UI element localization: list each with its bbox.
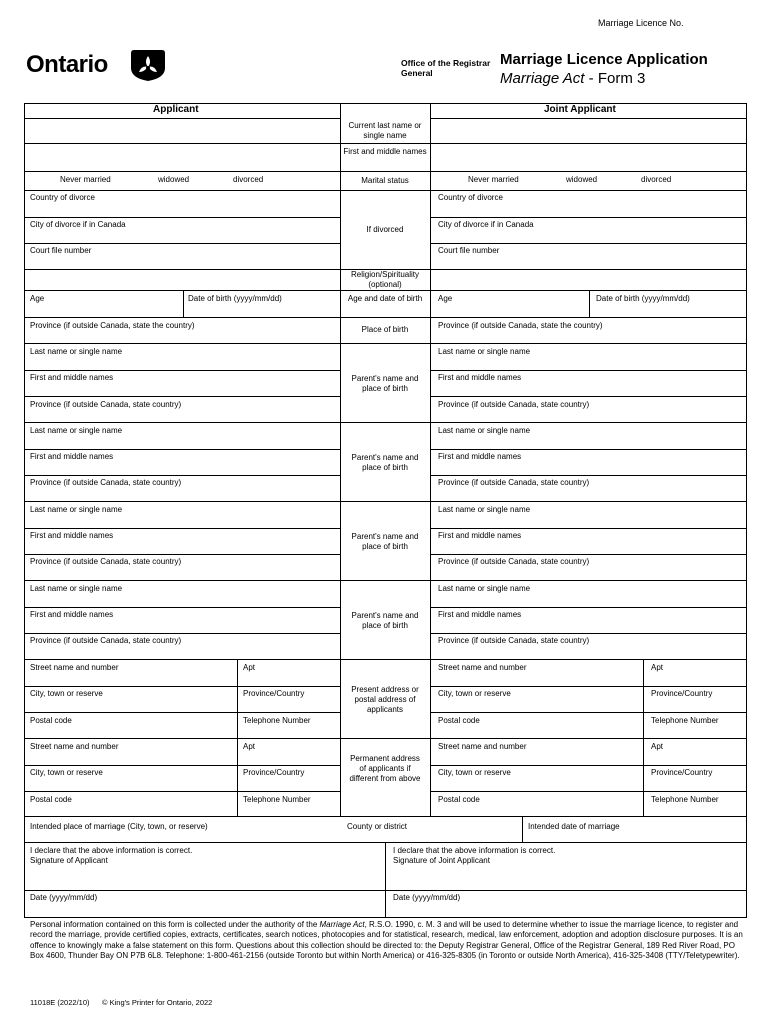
first-middle-names-label: First and middle names	[343, 147, 427, 156]
applicant-court-file[interactable]: Court file number	[30, 246, 92, 255]
joint-p4-first[interactable]: First and middle names	[438, 610, 522, 619]
joint-declaration: I declare that the above information is correct.	[393, 846, 556, 855]
joint-never-married[interactable]: Never married	[468, 175, 519, 184]
applicant-perm-city[interactable]: City, town or reserve	[30, 768, 103, 777]
applicant-dob[interactable]: Date of birth (yyyy/mm/dd)	[188, 294, 282, 303]
licence-number-label: Marriage Licence No.	[598, 18, 684, 28]
applicant-telephone[interactable]: Telephone Number	[243, 716, 311, 725]
applicant-p2-last[interactable]: Last name or single name	[30, 426, 123, 435]
joint-p3-province[interactable]: Province (if outside Canada, state country)	[438, 557, 590, 566]
joint-postal[interactable]: Postal code	[438, 716, 480, 725]
joint-perm-postal[interactable]: Postal code	[438, 795, 480, 804]
joint-perm-telephone[interactable]: Telephone Number	[651, 795, 719, 804]
joint-p1-first[interactable]: First and middle names	[438, 373, 522, 382]
applicant-p1-last[interactable]: Last name or single name	[30, 347, 123, 356]
joint-court-file[interactable]: Court file number	[438, 246, 500, 255]
applicant-street[interactable]: Street name and number	[30, 663, 119, 672]
joint-city-divorce[interactable]: City of divorce if in Canada	[438, 220, 534, 229]
joint-street[interactable]: Street name and number	[438, 663, 527, 672]
privacy-notice	[30, 920, 745, 961]
joint-perm-city[interactable]: City, town or reserve	[438, 768, 511, 777]
joint-signature-field[interactable]: Signature of Joint Applicant	[393, 856, 490, 865]
applicant-p4-last[interactable]: Last name or single name	[30, 584, 123, 593]
present-address-label: Present address or postal address of applicants	[351, 685, 419, 714]
act-name: Marriage Act	[500, 70, 585, 87]
applicant-p3-first[interactable]: First and middle names	[30, 531, 114, 540]
notice-part-2: , R.S.O. 1990, c. M. 3 and will be used to determine whether to issue the marriage licence, to register and record the marriage, provide certified copies, extracts, certificates, search notices, photocopies and for statistical, research, medical, law enforcement, adoption and adoption disclosure purposes. It is an offence to knowingly make a false statement on this form. Questions about this collection should be directed to: the Deputy Registrar General, Office of the Registrar General, 189 Red River Road, PO Box 4600, Thunder Bay ON P7B 6L8. Telephone: 1-800-461-2156 (outside Toronto but within North America) or 416-325-8305 (in Toronto or outside North America), 416-325-3408 (TTY/Teletypewriter).	[30, 920, 743, 960]
parent-2-label: Parent's name and place of birth	[351, 453, 419, 472]
applicant-header: Applicant	[153, 104, 199, 115]
office-name: Office of the Registrar General	[401, 58, 491, 78]
joint-p2-first[interactable]: First and middle names	[438, 452, 522, 461]
logo-text: Ontario	[26, 51, 108, 78]
form-title: Marriage Licence Application	[500, 51, 708, 68]
applicant-postal[interactable]: Postal code	[30, 716, 72, 725]
applicant-perm-telephone[interactable]: Telephone Number	[243, 795, 311, 804]
joint-dob[interactable]: Date of birth (yyyy/mm/dd)	[596, 294, 690, 303]
joint-birth-province[interactable]: Province (if outside Canada, state the country)	[438, 321, 603, 330]
applicant-apt[interactable]: Apt	[243, 663, 256, 672]
applicant-p4-first[interactable]: First and middle names	[30, 610, 114, 619]
applicant-p1-province[interactable]: Province (if outside Canada, state country)	[30, 400, 182, 409]
applicant-p3-last[interactable]: Last name or single name	[30, 505, 123, 514]
permanent-address-label: Permanent address of applicants if different from above	[349, 754, 421, 783]
parent-1-label: Parent's name and place of birth	[351, 374, 419, 393]
joint-applicant-header: Joint Applicant	[544, 104, 616, 115]
form-number: - Form 3	[584, 70, 646, 87]
parent-3-label: Parent's name and place of birth	[351, 532, 419, 551]
joint-telephone[interactable]: Telephone Number	[651, 716, 719, 725]
intended-date-field[interactable]: Intended date of marriage	[528, 822, 620, 831]
joint-p1-province[interactable]: Province (if outside Canada, state country)	[438, 400, 590, 409]
joint-p4-last[interactable]: Last name or single name	[438, 584, 531, 593]
notice-act: Marriage Act	[319, 920, 365, 929]
applicant-city[interactable]: City, town or reserve	[30, 689, 103, 698]
joint-p2-province[interactable]: Province (if outside Canada, state country)	[438, 478, 590, 487]
joint-p1-last[interactable]: Last name or single name	[438, 347, 531, 356]
joint-p3-last[interactable]: Last name or single name	[438, 505, 531, 514]
religion-label: Religion/Spirituality (optional)	[350, 270, 420, 289]
applicant-city-divorce[interactable]: City of divorce if in Canada	[30, 220, 126, 229]
joint-apt[interactable]: Apt	[651, 663, 664, 672]
applicant-p3-province[interactable]: Province (if outside Canada, state country)	[30, 557, 182, 566]
joint-perm-apt[interactable]: Apt	[651, 742, 664, 751]
applicant-p2-first[interactable]: First and middle names	[30, 452, 114, 461]
notice-part-1: Personal information contained on this form is collected under the authority of the	[30, 920, 320, 929]
applicant-signature-field[interactable]: Signature of Applicant	[30, 856, 108, 865]
joint-sign-date[interactable]: Date (yyyy/mm/dd)	[393, 893, 461, 902]
applicant-widowed[interactable]: widowed	[158, 175, 190, 184]
place-of-birth-label: Place of birth	[361, 325, 409, 334]
applicant-perm-street[interactable]: Street name and number	[30, 742, 119, 751]
joint-age[interactable]: Age	[438, 294, 453, 303]
applicant-declaration: I declare that the above information is correct.	[30, 846, 193, 855]
applicant-sign-date[interactable]: Date (yyyy/mm/dd)	[30, 893, 98, 902]
joint-province-country[interactable]: Province/Country	[651, 689, 713, 698]
applicant-province-country[interactable]: Province/Country	[243, 689, 305, 698]
joint-p3-first[interactable]: First and middle names	[438, 531, 522, 540]
current-last-name-label: Current last name or single name	[348, 121, 422, 140]
applicant-p2-province[interactable]: Province (if outside Canada, state country)	[30, 478, 182, 487]
applicant-perm-apt[interactable]: Apt	[243, 742, 256, 751]
applicant-perm-province-country[interactable]: Province/Country	[243, 768, 305, 777]
joint-divorced[interactable]: divorced	[641, 175, 672, 184]
applicant-never-married[interactable]: Never married	[60, 175, 111, 184]
joint-perm-province-country[interactable]: Province/Country	[651, 768, 713, 777]
joint-widowed[interactable]: widowed	[566, 175, 598, 184]
intended-place-field[interactable]: Intended place of marriage (City, town, or reserve)	[30, 822, 208, 831]
applicant-age[interactable]: Age	[30, 294, 45, 303]
applicant-perm-postal[interactable]: Postal code	[30, 795, 72, 804]
marital-status-label: Marital status	[361, 176, 409, 185]
joint-p2-last[interactable]: Last name or single name	[438, 426, 531, 435]
applicant-p1-first[interactable]: First and middle names	[30, 373, 114, 382]
joint-p4-province[interactable]: Province (if outside Canada, state country)	[438, 636, 590, 645]
joint-country-divorce[interactable]: Country of divorce	[438, 193, 503, 202]
applicant-country-divorce[interactable]: Country of divorce	[30, 193, 95, 202]
applicant-birth-province[interactable]: Province (if outside Canada, state the country)	[30, 321, 195, 330]
age-dob-label: Age and date of birth	[347, 294, 423, 303]
form-footer: 11018E (2022/10) © King's Printer for Ontario, 2022	[30, 998, 213, 1007]
applicant-p4-province[interactable]: Province (if outside Canada, state country)	[30, 636, 182, 645]
applicant-divorced[interactable]: divorced	[233, 175, 264, 184]
if-divorced-label: If divorced	[366, 225, 404, 234]
county-district-label: County or district	[347, 822, 408, 831]
joint-city[interactable]: City, town or reserve	[438, 689, 511, 698]
joint-perm-street[interactable]: Street name and number	[438, 742, 527, 751]
parent-4-label: Parent's name and place of birth	[351, 611, 419, 630]
